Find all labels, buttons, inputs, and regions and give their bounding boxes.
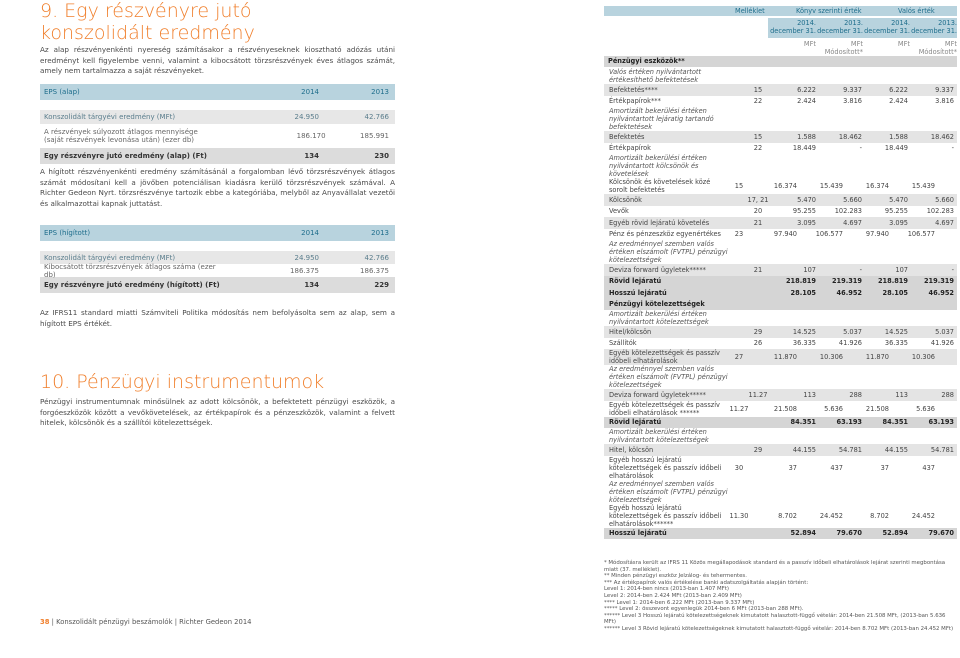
table-row [604,456,957,480]
row-value: 18.462 [838,132,862,141]
row-value: 28.105 [790,288,816,297]
table-row [604,276,957,288]
note-line: ****** Level 3 Rövid lejáratú kötelezettségeknek kimutatott halasztott-függő vételár: 2014-ben 8.702 MFt (2013-ban 24.452 MFt) [604,625,954,632]
row-value: 16.374 [773,182,797,190]
row-note-ref: 11.27 [748,390,768,399]
row-value: 3.816 [843,97,862,106]
page-number: 38 [40,618,50,626]
table-row [604,401,957,417]
table-row [604,131,957,143]
table-row [604,194,957,206]
row-value: 106.577 [907,230,935,239]
row-note-ref: 15 [734,182,744,190]
row-value: 106.577 [815,230,843,239]
row-note-ref: 27 [734,353,744,361]
row-value: 6.222 [889,85,908,94]
eps-diluted-header [40,225,395,241]
row-value: 1.588 [889,132,908,141]
row-label: Az eredménnyel szemben valós értéken elszámolt (FVTPL) pénzügyi kötelezettségek [609,479,728,504]
row-label: Rövid lejáratú [609,418,662,427]
row-value: 107 [895,265,908,274]
row-value: 46.952 [836,288,862,297]
row-value: 4.697 [843,218,862,227]
section-9-title-line2: konszolidált eredmény [40,22,255,44]
row-value: 41.926 [930,339,954,348]
row-label: Konszolidált tárgyévi eredmény (MFt) [44,113,176,121]
row-label: Értékpapírok [609,144,651,153]
col-unit: MFt [897,40,910,48]
row-value: 288 [941,390,954,399]
row-value: 5.660 [935,195,954,204]
row-value: 37 [788,463,797,472]
row-2013: 42.766 [364,253,389,262]
row-2014: 186.170 [296,132,326,140]
row-value: 63.193 [836,418,862,427]
total-label: Egy részvényre jutó eredmény (alap) (Ft) [44,152,207,160]
page-footer [40,618,251,626]
table-row [40,124,395,148]
total-2013: 230 [374,152,389,160]
row-value: 218.819 [877,277,908,286]
row-label: Amortizált bekerülési értéken nyilvántartott lejáratig tartandó befektetések [609,107,714,131]
footer-separator: | [51,618,57,626]
row-value: 102.283 [926,207,954,216]
row-label: Szállítók [609,339,637,348]
col-date: 2013. december 31. [817,19,863,35]
row-value: 5.636 [916,404,935,413]
row-value: 37 [880,463,889,472]
row-note-ref: 23 [734,230,744,239]
header-label: EPS (alap) [44,88,80,96]
row-value: 44.155 [792,445,816,454]
row-label: Befektetés [609,132,645,141]
row-value: 15.439 [911,182,935,190]
table-row [604,504,957,528]
col-unit: MFt Módosított* [824,40,863,56]
row-label: Valós értéken nyilvántartott értékesíthető befektetések [609,68,702,84]
total-2014: 134 [304,281,319,289]
row-value: 3.816 [935,97,954,106]
row-value: 18.462 [930,132,954,141]
row-value: 219.319 [831,277,862,286]
table-row [604,389,957,401]
row-note-ref: 20 [753,207,763,216]
footer-separator: | [174,618,180,626]
row-value: 11.870 [865,353,889,361]
row-value: 218.819 [785,277,816,286]
header-melleklet: Melléklet [735,7,765,15]
row-note-ref: 15 [753,85,763,94]
row-label: Hitel/kölcsön [609,327,652,336]
col-date: 2014. december 31. [770,19,816,35]
row-note-ref: 21 [753,218,763,227]
row-value: 102.283 [834,207,862,216]
row-value: 11.870 [773,353,797,361]
footer-doc-title: Konszolidált pénzügyi beszámolók [56,618,173,626]
row-2014: 24.950 [294,113,319,121]
row-label: Pénz és pénzeszköz egyenértékes [609,230,721,239]
note-line: ***** Level 2: összevont egyenlegük 2014-ben 6 MFt (2013-ban 288 MFt). [604,606,804,613]
row-value: 5.037 [843,327,862,336]
row-value: 8.702 [870,511,889,520]
row-value: 107 [803,265,816,274]
table-header [604,6,957,68]
row-value: 79.670 [836,529,862,538]
table-row [604,264,957,276]
table-row [604,338,957,350]
row-value: 3.095 [889,218,908,227]
row-note-ref: 26 [753,339,763,348]
row-value: 84.351 [790,418,816,427]
row-label: Hosszú lejáratú [609,529,667,538]
row-value: 44.155 [884,445,908,454]
row-value: 84.351 [882,418,908,427]
table-row [604,107,957,131]
note-line: Level 2: 2014-ben 2.424 MFt (2013-ban 2.409 MFt) [604,592,742,599]
col-date: 2014. december 31. [864,19,910,35]
row-note-ref: 22 [753,144,763,153]
row-value: 288 [849,390,862,399]
row-value: 46.952 [928,288,954,297]
header-label: EPS (hígított) [44,229,91,237]
row-value: 2.424 [797,97,816,106]
row-value: 18.449 [792,144,816,153]
row-value: 113 [895,390,908,399]
row-label: Vevők [609,207,629,216]
note-line: **** Level 1: 2014-ben 6.222 MFt (2013-ban 9.337 MFt) [604,599,755,606]
table-row [604,178,957,194]
row-value: 95.255 [792,207,816,216]
row-label: Rövid lejáratú [609,277,662,286]
row-value: - [859,265,862,274]
col-unit: MFt [803,40,816,48]
row-value: 14.525 [792,327,816,336]
row-label: Befektetés**** [609,85,658,94]
row-note-ref: 29 [753,445,763,454]
row-value: 219.319 [923,277,954,286]
row-value: 10.306 [819,353,843,361]
table-row [40,110,395,124]
row-value: 21.508 [773,404,797,413]
row-value: 52.894 [882,529,908,538]
row-value: 36.335 [792,339,816,348]
row-2013: 186.375 [360,266,389,275]
row-note-ref: 30 [734,463,744,472]
row-label: Az eredménnyel szemben valós értéken elszámolt (FVTPL) pénzügyi kötelezettségek [609,240,728,264]
row-value: 18.449 [884,144,908,153]
row-value: 28.105 [882,288,908,297]
row-value: 41.926 [838,339,862,348]
row-value: 97.940 [865,230,889,239]
paragraph-eps-basic: Az alap részvényenkénti nyereség számításakor a részvényeseknek kiosztható adózás utáni eredményt kell figyelembe venni, valamint a kibocsátott törzsrészvények éves átlagos számát, amely nem tartalmazza a saját részvényeket. [40,45,395,75]
row-2014: 24.950 [294,253,319,262]
row-label: Deviza forward ügyletek***** [609,390,706,399]
row-2014: 186.375 [290,266,319,275]
table-row [604,287,957,299]
row-value: 437 [830,463,843,472]
row-value: 54.781 [838,445,862,454]
row-note-ref: 22 [753,97,763,106]
row-value: 4.697 [935,218,954,227]
header-2014: 2014 [301,88,319,96]
row-label: Egyéb hosszú lejáratú kötelezettségek és passzív időbeli elhatárolások [609,455,722,480]
footer-company: Richter Gedeon 2014 [179,618,252,626]
col-unit: MFt Módosított* [918,40,957,56]
header-2013: 2013 [371,88,389,96]
row-value: 5.636 [824,404,843,413]
row-label: Értékpapírok*** [609,97,661,106]
row-value: - [951,144,954,153]
table-row [604,68,957,84]
header-2013: 2013 [371,229,389,237]
row-label: Egyéb hosszú lejáratú kötelezettségek és passzív időbeli elhatárolások****** [609,503,722,528]
table-row [604,417,957,429]
col-date: 2013. december 31. [911,19,957,35]
note-line: Level 1: 2014-ben nincs (2013-ban 1.407 MFt) [604,586,729,593]
eps-diluted-table [40,225,395,293]
table-row [604,310,957,326]
row-label: Kibocsátott törzsrészvények átlagos száma (ezer db) [44,262,216,279]
row-value: 3.095 [797,218,816,227]
row-value: 14.525 [884,327,908,336]
table-row [604,96,957,108]
table-row [604,229,957,241]
row-note-ref: 21 [753,265,763,274]
row-value: - [951,265,954,274]
row-value: 36.335 [884,339,908,348]
section-9-title [40,0,255,44]
row-value: 5.037 [935,327,954,336]
row-label: Egyéb rövid lejáratú követelés [609,218,710,227]
row-note-ref: 11.27 [729,404,749,413]
row-label: Kölcsönök és követelések közé sorolt befektetés [609,178,711,194]
eps-diluted-total [40,277,395,293]
row-note-ref: 11.30 [729,511,749,520]
eps-basic-total [40,148,395,164]
table-notes [604,560,957,633]
row-label: Konszolidált tárgyévi eredmény (MFt) [44,253,176,262]
paragraph-instruments: Pénzügyi instrumentumnak minősülnek az adott kölcsönök, a befektetett pénzügyi eszközök, a forgóeszközök között a vevőkövetelések, az értékpapírok és a pénzeszközök, valamint a felvett hitelek, kölcsönök és a szállítói kötelezettségek. [40,397,395,427]
row-label: Pénzügyi kötelezettségek [609,300,705,309]
table-row [604,349,957,365]
table-body [604,68,957,539]
row-value: 24.452 [911,511,935,520]
row-label: Egyéb kötelezettségek és passzív időbeli elhatárolások ****** [609,400,720,417]
row-note-ref: 29 [753,327,763,336]
section-10-title: 10. Pénzügyi instrumentumok [40,371,325,393]
row-value: 5.470 [797,195,816,204]
row-value: 97.940 [773,230,797,239]
row-value: 63.193 [928,418,954,427]
row-value: 6.222 [797,85,816,94]
table-row [604,240,957,264]
row-label: Az eredménnyel szemben valós értéken elszámolt (FVTPL) pénzügyi kötelezettségek [609,365,728,389]
table-row [604,217,957,229]
row-label: A részvények súlyozott átlagos mennyisége (saját részvények levonása után) (ezer db) [44,128,198,144]
table-row [604,444,957,456]
section-9-title-line1: 9. Egy részvényre jutó [40,0,252,22]
row-value: - [859,144,862,153]
row-value: 95.255 [884,207,908,216]
table-row [40,264,395,277]
row-label: Amortizált bekerülési értéken nyilvántartott kötelezettségek [609,310,709,326]
row-value: 54.781 [930,445,954,454]
row-label: Amortizált bekerülési értéken nyilvántartott kölcsönök és követelések [609,154,707,178]
eps-basic-table [40,84,395,164]
row-value: 5.660 [843,195,862,204]
row-label: Egyéb kötelezettségek és passzív időbeli elhatárolások [609,349,720,365]
row-value: 113 [803,390,816,399]
row-note-ref: 15 [753,132,763,141]
row-value: 9.337 [843,85,862,94]
row-value: 437 [922,463,935,472]
row-note-ref: 17, 21 [747,195,769,204]
row-value: 16.374 [865,182,889,190]
header-valos: Valós érték [898,7,935,15]
note-line: ** Minden pénzügyi eszköz Jelzálog- és tehermentes. [604,573,747,580]
note-line: ****** Level 3 Hosszú lejáratú kötelezettségeknek kimutatott halasztott-függő vételár: 2014-ben 21.508 MFt, (2013-ban 5.636 MFt) [604,612,946,626]
table-row [604,365,957,389]
row-value: 9.337 [935,85,954,94]
header-2014: 2014 [301,229,319,237]
paragraph-ifrs11: Az IFRS11 standard miatti Számviteli Politika módosítás nem befolyásolta sem az alap, sem a hígított EPS értékét. [40,308,395,328]
note-line: *** Az értékpapírok valós értékelése banki adatszolgáltatás alapján történt: [604,579,809,586]
row-2013: 42.766 [364,113,389,121]
row-value: 52.894 [790,529,816,538]
row-value: 15.439 [819,182,843,190]
table-row [604,154,957,178]
row-value: 8.702 [778,511,797,520]
table-row [604,84,957,96]
row-value: 5.470 [889,195,908,204]
table-row [604,326,957,338]
note-line: * Módosításra került az IFRS 11 Közös megállapodások standard és a passzív időbeli elhatárolások lejárat szerinti megbontása miatt (37. melléklet). [604,560,946,573]
row-value: 21.508 [865,404,889,413]
row-label: Kölcsönök [609,195,642,204]
table-row [604,428,957,444]
row-label: Hosszú lejáratú [609,288,667,297]
total-2014: 134 [304,152,319,160]
total-label: Egy részvényre jutó eredmény (hígított) (Ft) [44,281,220,289]
section-assets: Pénzügyi eszközök** [608,57,685,65]
table-row [604,528,957,540]
row-label: Amortizált bekerülési értéken nyilvántartott kötelezettségek [609,428,709,444]
row-value: 79.670 [928,529,954,538]
row-label: Hitel, kölcsön [609,445,654,454]
total-2013: 229 [374,281,389,289]
paragraph-eps-diluted: A hígított részvényenkénti eredmény számításánál a forgalomban lévő törzsrészvények átlagos számát módosítani kell a jövőben potenciálisan kiadásra kerülő törzsrészvények számával. A Richter Gedeon Nyrt. törzsrészvénye tartozik ebbe a kategóriába, melyből az Anyavállalat vezetői és alkalmazottai kapnak juttatást. [40,167,395,208]
eps-basic-header [40,84,395,100]
table-row [604,480,957,504]
table-row [604,143,957,155]
row-label: Deviza forward ügyletek***** [609,265,706,274]
table-row [604,299,957,311]
row-2013: 185.991 [360,132,389,140]
table-row [604,206,957,218]
row-value: 24.452 [819,511,843,520]
financial-instruments-table [604,6,957,539]
row-value: 1.588 [797,132,816,141]
row-value: 2.424 [889,97,908,106]
row-value: 10.306 [911,353,935,361]
header-konyv: Könyv szerinti érték [796,7,862,15]
